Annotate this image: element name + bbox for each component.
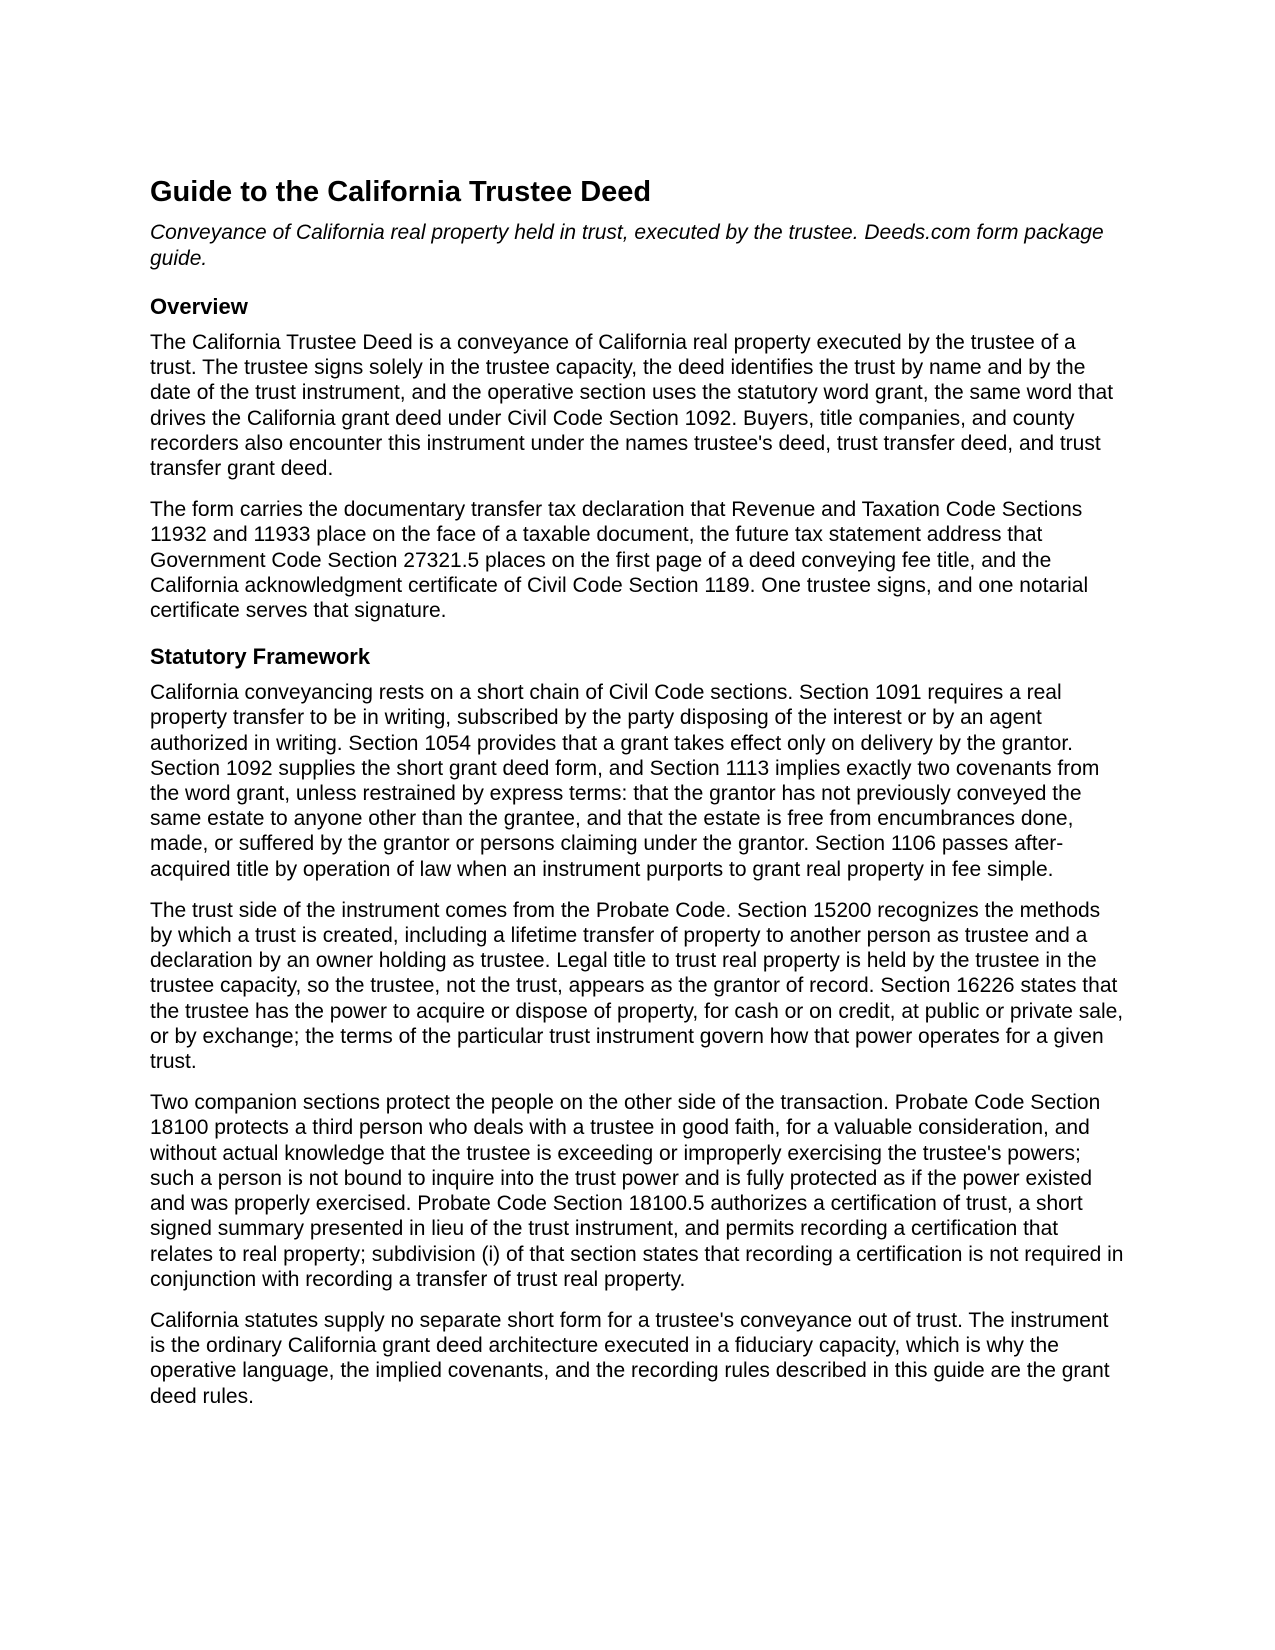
section-overview [150, 293, 1125, 623]
paragraph: The trust side of the instrument comes from the Probate Code. Section 15200 recognizes the methods by which a trust is created, including a lifetime transfer of property to another person as trustee and a declaration by an owner holding as trustee. Legal title to trust real property is held by the trustee in the trustee capacity, so the trustee, not the trust, appears as the grantor of record. Section 16226 states that the trustee has the power to acquire or dispose of property, for cash or on credit, at public or private sale, or by exchange; the terms of the particular trust instrument govern how that power operates for a given trust. [150, 898, 1124, 1074]
document-title: Guide to the California Trustee Deed [150, 176, 652, 208]
section-heading-statutory-framework: Statutory Framework [150, 644, 371, 670]
section-statutory-framework [150, 643, 1125, 1408]
document-page [150, 174, 1125, 1425]
section-heading-overview: Overview [150, 294, 248, 319]
paragraph: The California Trustee Deed is a conveyance of California real property executed by the trustee of a trust. The trustee signs solely in the trustee capacity, the deed identifies the trust by name and by the date of the trust instrument, and the operative section uses the statutory word grant, the same word that drives the California grant deed under Civil Code Section 1092. Buyers, title companies, and county recorders also encounter this instrument under the names trustee's deed, trust transfer deed, and trust transfer grant deed. [150, 331, 1114, 481]
document-subtitle: Conveyance of California real property held in trust, executed by the trustee. Deeds.com form package guide. [150, 221, 1104, 270]
paragraph: Two companion sections protect the people on the other side of the transaction. Probate Code Section 18100 protects a third person who deals with a trustee in good faith, for a valuable consideration, and without actual knowledge that the trustee is exceeding or improperly exercising the trustee's powers; such a person is not bound to inquire into the trust power and is fully protected as if the power existed and was properly exercised. Probate Code Section 18100.5 authorizes a certification of trust, a short signed summary presented in lieu of the trust instrument, and permits recording a certification that relates to real property; subdivision (i) of that section states that recording a certification is not required in conjunction with recording a transfer of trust real property. [150, 1091, 1124, 1291]
paragraph: The form carries the documentary transfer tax declaration that Revenue and Taxation Code Sections 11932 and 11933 place on the face of a taxable document, the future tax statement address that Government Code Section 27321.5 places on the first page of a deed conveying fee title, and the California acknowledgment certificate of Civil Code Section 1189. One trustee signs, and one notarial certificate serves that signature. [150, 498, 1089, 623]
paragraph: California conveyancing rests on a short chain of Civil Code sections. Section 1091 requires a real property transfer to be in writing, subscribed by the party disposing of the interest or by an agent authorized in writing. Section 1054 provides that a grant takes effect only on delivery by the grantor. Section 1092 supplies the short grant deed form, and Section 1113 implies exactly two covenants from the word grant, unless restrained by express terms: that the grantor has not previously conveyed the same estate to anyone other than the grantee, and that the estate is free from encumbrances done, made, or suffered by the grantor or persons claiming under the grantor. Section 1106 passes after-acquired title by operation of law when an instrument purports to grant real property in fee simple. [150, 681, 1100, 881]
paragraph: California statutes supply no separate short form for a trustee's conveyance out of trust. The instrument is the ordinary California grant deed architecture executed in a fiduciary capacity, which is why the operative language, the implied covenants, and the recording rules described in this guide are the grant deed rules. [150, 1308, 1110, 1408]
